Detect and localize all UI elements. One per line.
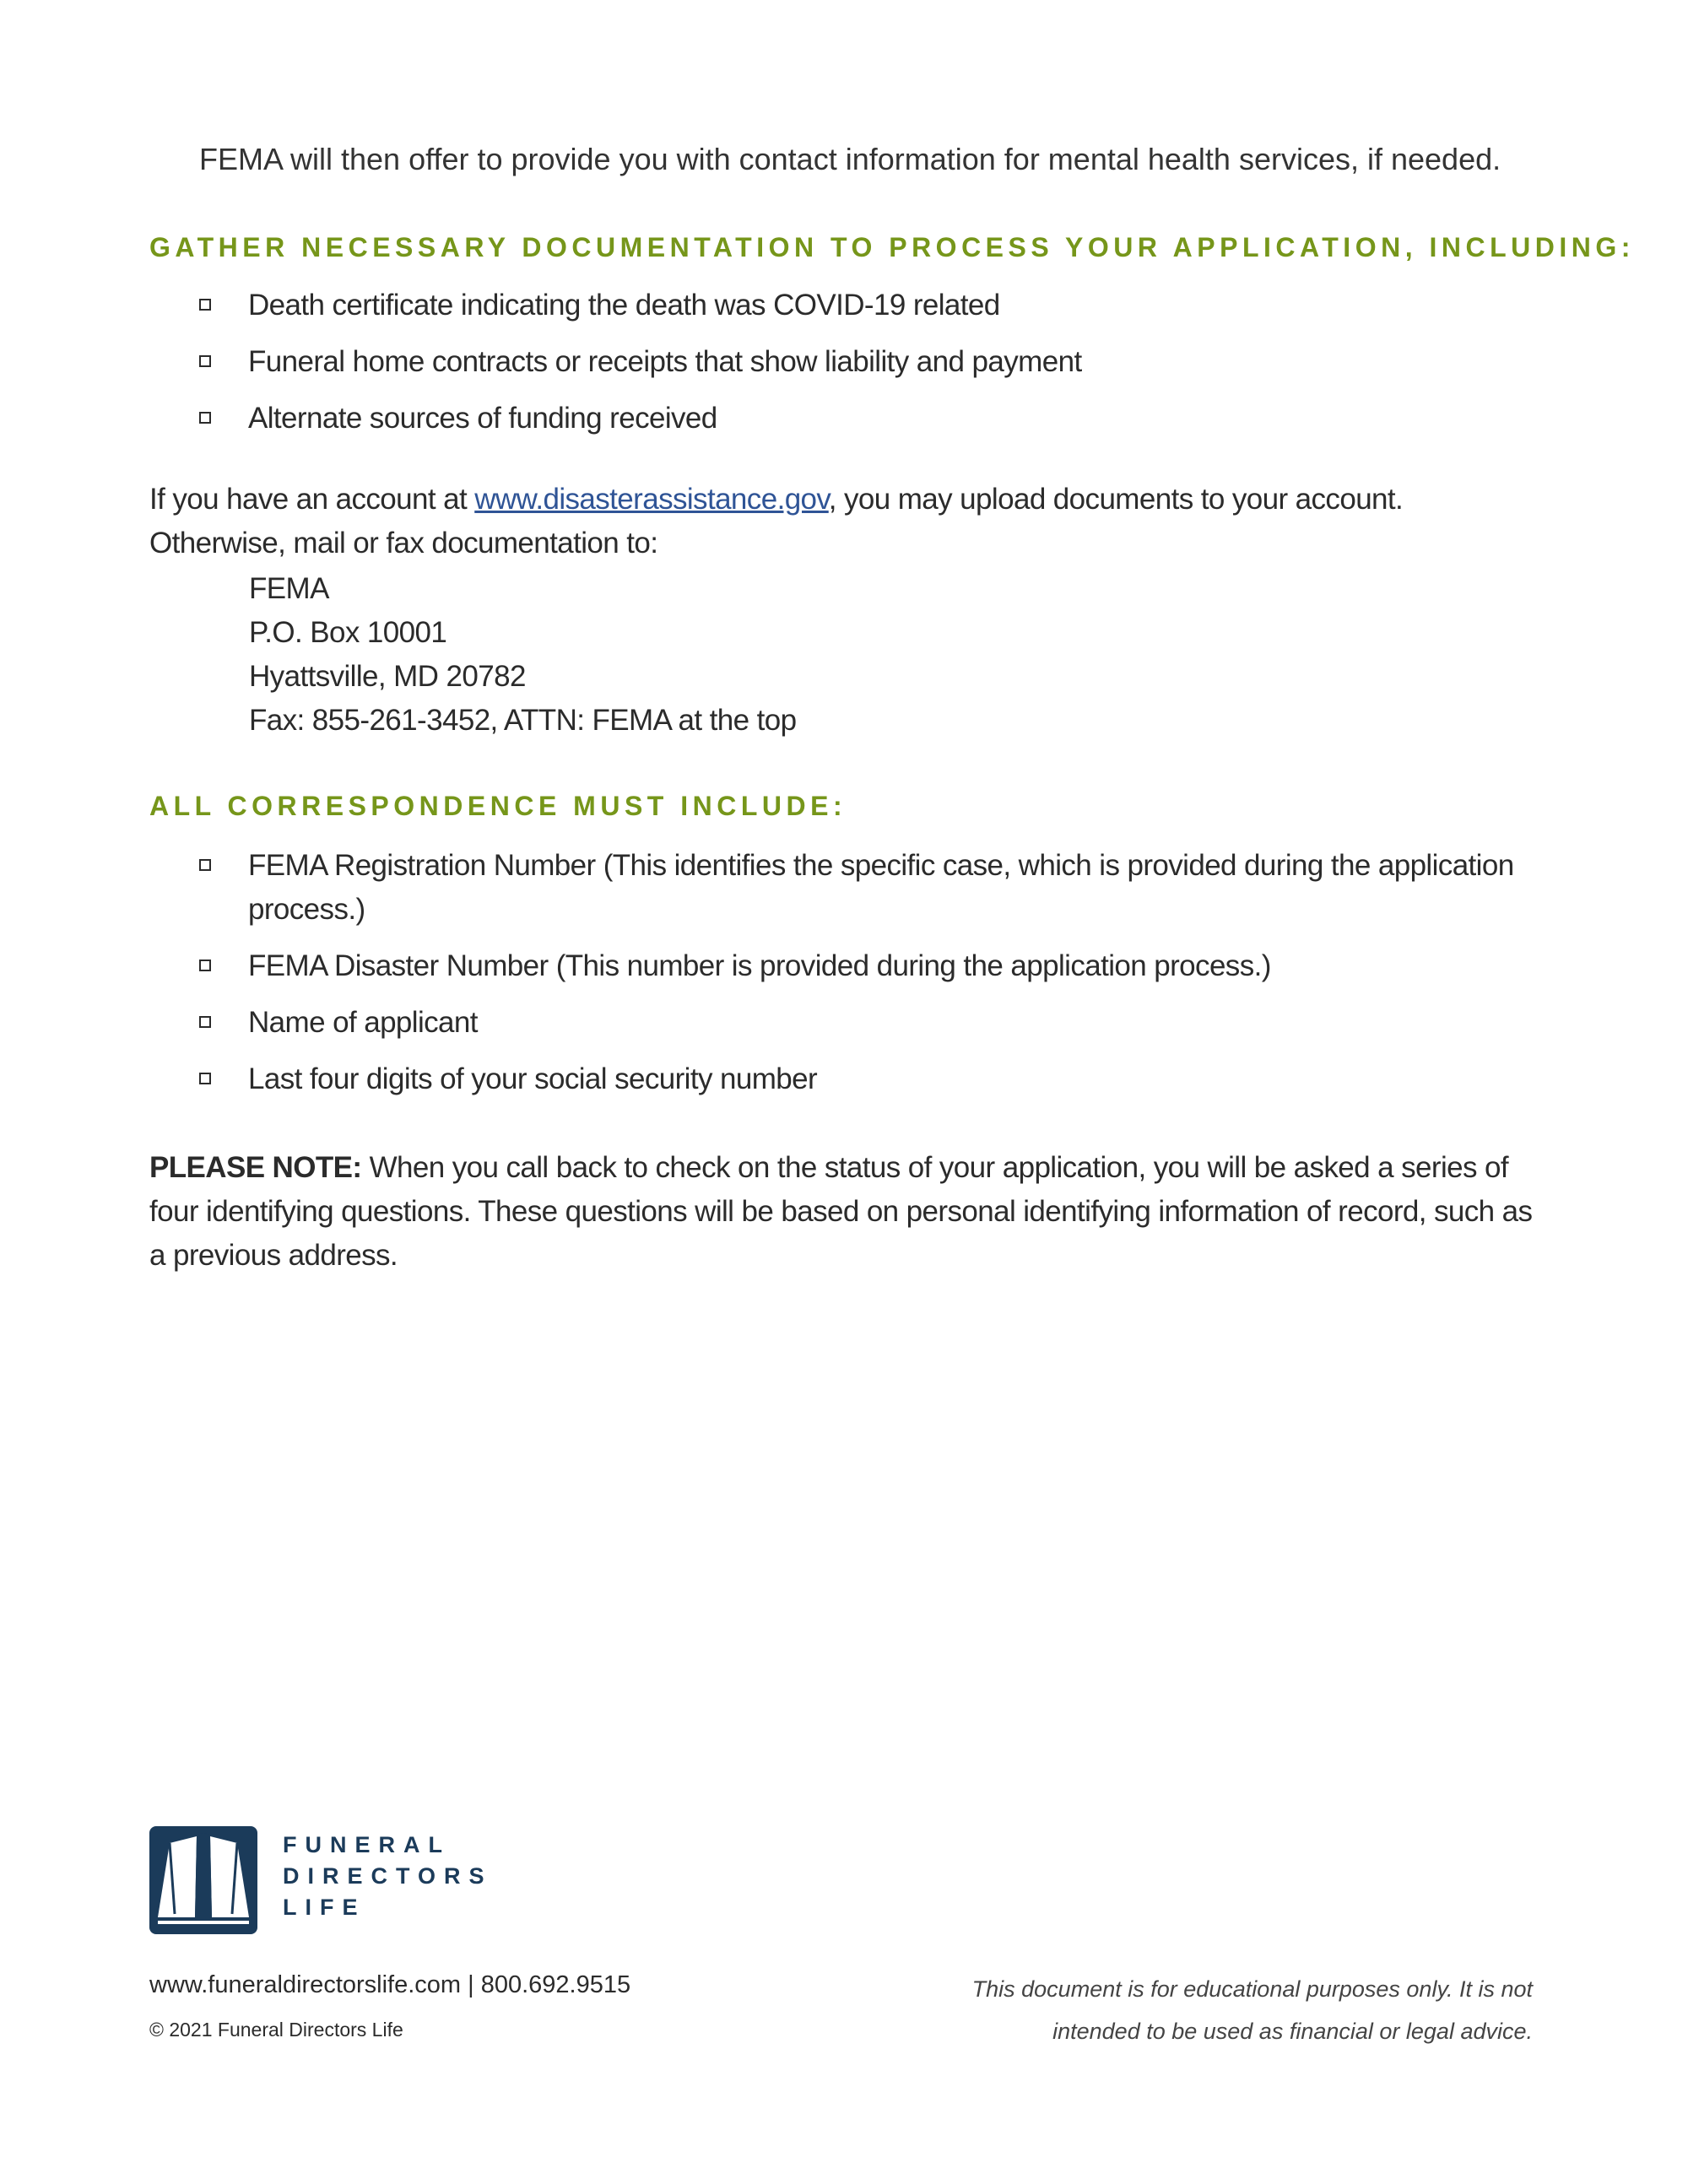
- checkbox-icon[interactable]: [199, 412, 211, 424]
- disaster-assistance-link[interactable]: www.disasterassistance.gov: [474, 483, 829, 516]
- logo-line-life: LIFE: [283, 1895, 366, 1920]
- upload-text-after-link: , you may upload documents to your account. Otherwise, mail or fax documentation to:: [149, 483, 1404, 560]
- please-note-label: PLEASE NOTE:: [149, 1151, 362, 1184]
- checklist-item: [199, 284, 1516, 327]
- checklist-item: [199, 944, 1516, 988]
- funeral-directors-life-logo-icon: [149, 1826, 257, 1934]
- checklist-item: [199, 844, 1516, 932]
- checklist-item-label: Name of applicant: [248, 1006, 478, 1039]
- correspondence-checklist: [199, 844, 1516, 1114]
- checkbox-icon[interactable]: [199, 1073, 211, 1084]
- logo-wordmark: [283, 1830, 493, 1923]
- address-line-city: Hyattsville, MD 20782: [249, 660, 526, 693]
- footer-copyright: © 2021 Funeral Directors Life: [149, 2019, 403, 2041]
- address-line-fax: Fax: 855-261-3452, ATTN: FEMA at the top: [249, 704, 797, 737]
- address-line-po-box: P.O. Box 10001: [249, 616, 447, 649]
- logo-line-directors: DIRECTORS: [283, 1863, 493, 1889]
- upload-paragraph: [149, 478, 1542, 565]
- checkbox-icon[interactable]: [199, 355, 211, 367]
- checklist-item-label: FEMA Disaster Number (This number is provided during the application process.): [248, 949, 1271, 982]
- checklist-item: [199, 1001, 1516, 1045]
- checkbox-icon[interactable]: [199, 859, 211, 871]
- disclaimer-line-1: This document is for educational purposes only. It is not: [971, 1976, 1533, 2002]
- footer-contact: www.funeraldirectorslife.com | 800.692.9515: [149, 1971, 631, 1998]
- checklist-item-label: Funeral home contracts or receipts that show liability and payment: [248, 345, 1082, 378]
- correspondence-heading: ALL CORRESPONDENCE MUST INCLUDE:: [149, 791, 847, 821]
- please-note-text: When you call back to check on the status of your application, you will be asked a series of four identifying questions. These questions will be based on personal identifying information of record, such as a previous address.: [149, 1151, 1533, 1272]
- please-note-paragraph: [149, 1146, 1542, 1278]
- checklist-item: [199, 397, 1516, 441]
- checklist-item-label: Last four digits of your social security number: [248, 1062, 818, 1095]
- upload-text-before-link: If you have an account at: [149, 483, 475, 516]
- disclaimer-line-2: intended to be used as financial or legal advice.: [1052, 2019, 1533, 2044]
- checklist-item-label: Alternate sources of funding received: [248, 402, 717, 435]
- logo-line-funeral: FUNERAL: [283, 1832, 451, 1857]
- mailing-address: [249, 567, 796, 743]
- checklist-item-label: FEMA Registration Number (This identifies the specific case, which is provided during the application process.): [248, 849, 1514, 926]
- checkbox-icon[interactable]: [199, 1016, 211, 1028]
- checklist-item: [199, 1057, 1516, 1101]
- documentation-checklist: [199, 284, 1516, 453]
- footer-disclaimer: [972, 1968, 1533, 2052]
- checklist-item-label: Death certificate indicating the death was COVID-19 related: [248, 289, 1000, 322]
- intro-text: FEMA will then offer to provide you with contact information for mental health services, if needed.: [199, 142, 1501, 176]
- address-line-recipient: FEMA: [249, 572, 329, 605]
- checklist-item: [199, 340, 1516, 384]
- checkbox-icon[interactable]: [199, 299, 211, 311]
- gather-documentation-heading: GATHER NECESSARY DOCUMENTATION TO PROCESS YOUR APPLICATION, INCLUDING:: [149, 232, 1635, 262]
- checkbox-icon[interactable]: [199, 960, 211, 971]
